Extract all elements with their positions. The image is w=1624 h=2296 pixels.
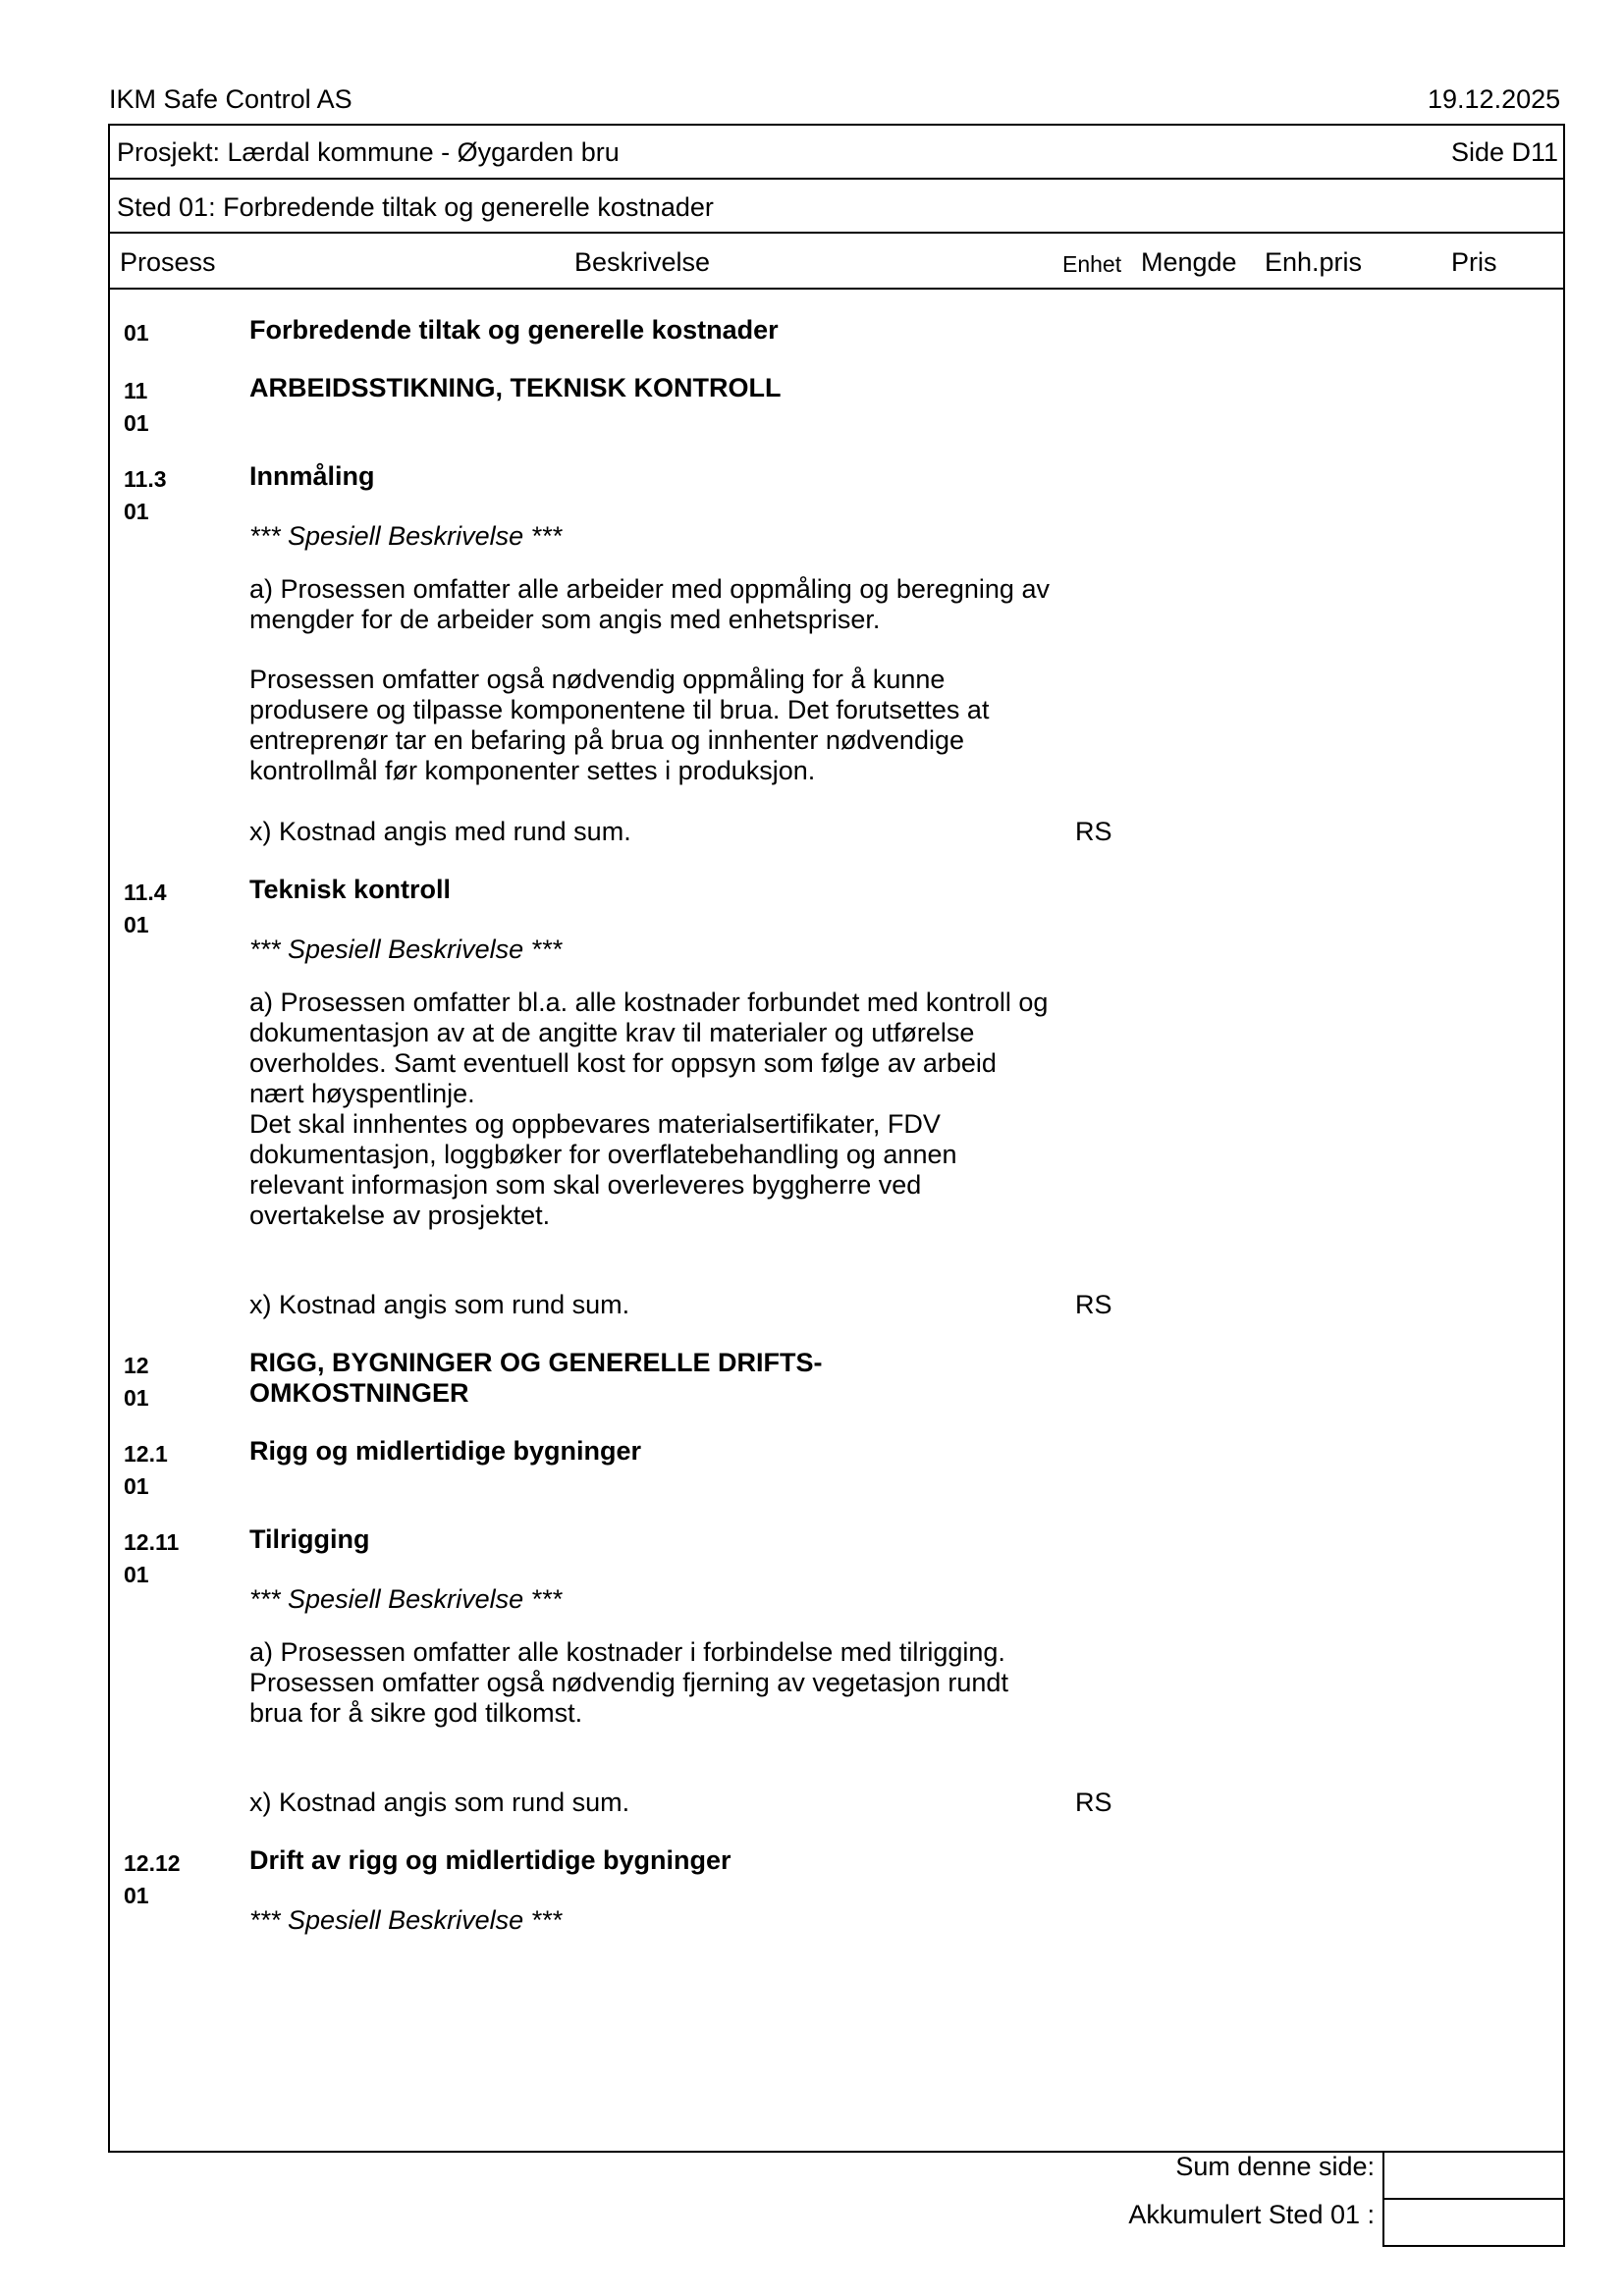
- col-header-unit-price: Enh.pris: [1265, 247, 1363, 277]
- item-title: Rigg og midlertidige bygninger: [249, 1436, 642, 1466]
- special-description-heading: *** Spesiell Beskrivelse ***: [249, 1584, 563, 1614]
- item-title: Forbredende tiltak og generelle kostnader: [249, 315, 779, 345]
- page-number: Side D11: [1451, 137, 1559, 167]
- item-code-sub: 01: [124, 410, 149, 436]
- item-code-sub: 01: [124, 1473, 149, 1499]
- cost-line: x) Kostnad angis som rund sum.: [249, 1788, 630, 1817]
- item-title: Teknisk kontroll: [249, 875, 452, 904]
- accumulated-sum-box: [1382, 2198, 1565, 2247]
- item-title: Drift av rigg og midlertidige bygninger: [249, 1845, 731, 1875]
- col-header-process: Prosess: [120, 247, 216, 277]
- item-code-sub: 01: [124, 1883, 149, 1908]
- special-description-heading: *** Spesiell Beskrivelse ***: [249, 1905, 563, 1935]
- divider-location: [108, 232, 1565, 234]
- sum-this-page-box: [1382, 2151, 1565, 2200]
- col-header-description: Beskrivelse: [574, 247, 711, 277]
- cost-line: x) Kostnad angis med rund sum.: [249, 817, 631, 846]
- col-header-price: Pris: [1451, 247, 1497, 277]
- item-title: RIGG, BYGNINGER OG GENERELLE DRIFTS-: [249, 1348, 823, 1377]
- special-description-heading: *** Spesiell Beskrivelse ***: [249, 521, 563, 551]
- item-code-sub: 01: [124, 499, 149, 524]
- item-code: 12.1: [124, 1441, 168, 1467]
- cost-line: x) Kostnad angis som rund sum.: [249, 1290, 630, 1319]
- accumulated-sum-label: Akkumulert Sted 01 :: [1128, 2200, 1375, 2229]
- divider-project: [108, 178, 1565, 180]
- description-paragraph: Prosessen omfatter også nødvendig oppmåling for å kunne produsere og tilpasse komponentene til brua. Det forutsettes at entreprenør tar en befaring på brua og innhenter nødvendige kontrollmål før komponenter settes i produksjon.: [249, 665, 990, 785]
- item-code: 12: [124, 1353, 149, 1378]
- col-header-quantity: Mengde: [1141, 247, 1237, 277]
- item-code-sub: 01: [124, 912, 149, 937]
- location-label: Sted 01: Forbredende tiltak og generelle kostnader: [117, 192, 714, 222]
- description-paragraph: a) Prosessen omfatter alle arbeider med oppmåling og beregning av mengder for de arbeider som angis med enhetspriser.: [249, 574, 1050, 634]
- divider-columns: [108, 288, 1565, 290]
- item-code: 12.11: [124, 1529, 180, 1555]
- company-name: IKM Safe Control AS: [109, 84, 352, 114]
- item-title: ARBEIDSSTIKNING, TEKNISK KONTROLL: [249, 373, 782, 402]
- item-code: 11: [124, 378, 148, 403]
- description-paragraph: a) Prosessen omfatter bl.a. alle kostnader forbundet med kontroll og dokumentasjon av at de angitte krav til materialer og utførelse overholdes. Samt eventuell kost for oppsyn som følge av arbeid nært høyspentlinje.: [249, 988, 1049, 1108]
- unit-value: RS: [1075, 1290, 1112, 1319]
- item-title-cont: OMKOSTNINGER: [249, 1378, 469, 1408]
- project-label: Prosjekt: Lærdal kommune - Øygarden bru: [117, 137, 620, 167]
- item-title: Tilrigging: [249, 1524, 370, 1554]
- description-paragraph: a) Prosessen omfatter alle kostnader i forbindelse med tilrigging. Prosessen omfatter også nødvendig fjerning av vegetasjon rundt brua for å sikre god tilkomst.: [249, 1637, 1008, 1728]
- item-code: 11.4: [124, 880, 167, 905]
- description-paragraph: Det skal innhentes og oppbevares materialsertifikater, FDV dokumentasjon, loggbøker for overflatebehandling og annen relevant informasjon som skal overleveres byggherre ved overtakelse av prosjektet.: [249, 1109, 957, 1230]
- unit-value: RS: [1075, 817, 1112, 846]
- sum-this-page-label: Sum denne side:: [1175, 2152, 1375, 2181]
- document-date: 19.12.2025: [1428, 84, 1561, 114]
- unit-value: RS: [1075, 1788, 1112, 1817]
- item-code: 01: [124, 320, 149, 346]
- special-description-heading: *** Spesiell Beskrivelse ***: [249, 934, 563, 964]
- col-header-unit: Enhet: [1062, 251, 1122, 277]
- item-code: 12.12: [124, 1850, 181, 1876]
- item-code: 11.3: [124, 466, 167, 492]
- item-code-sub: 01: [124, 1562, 149, 1587]
- item-code-sub: 01: [124, 1385, 149, 1411]
- item-title: Innmåling: [249, 461, 375, 491]
